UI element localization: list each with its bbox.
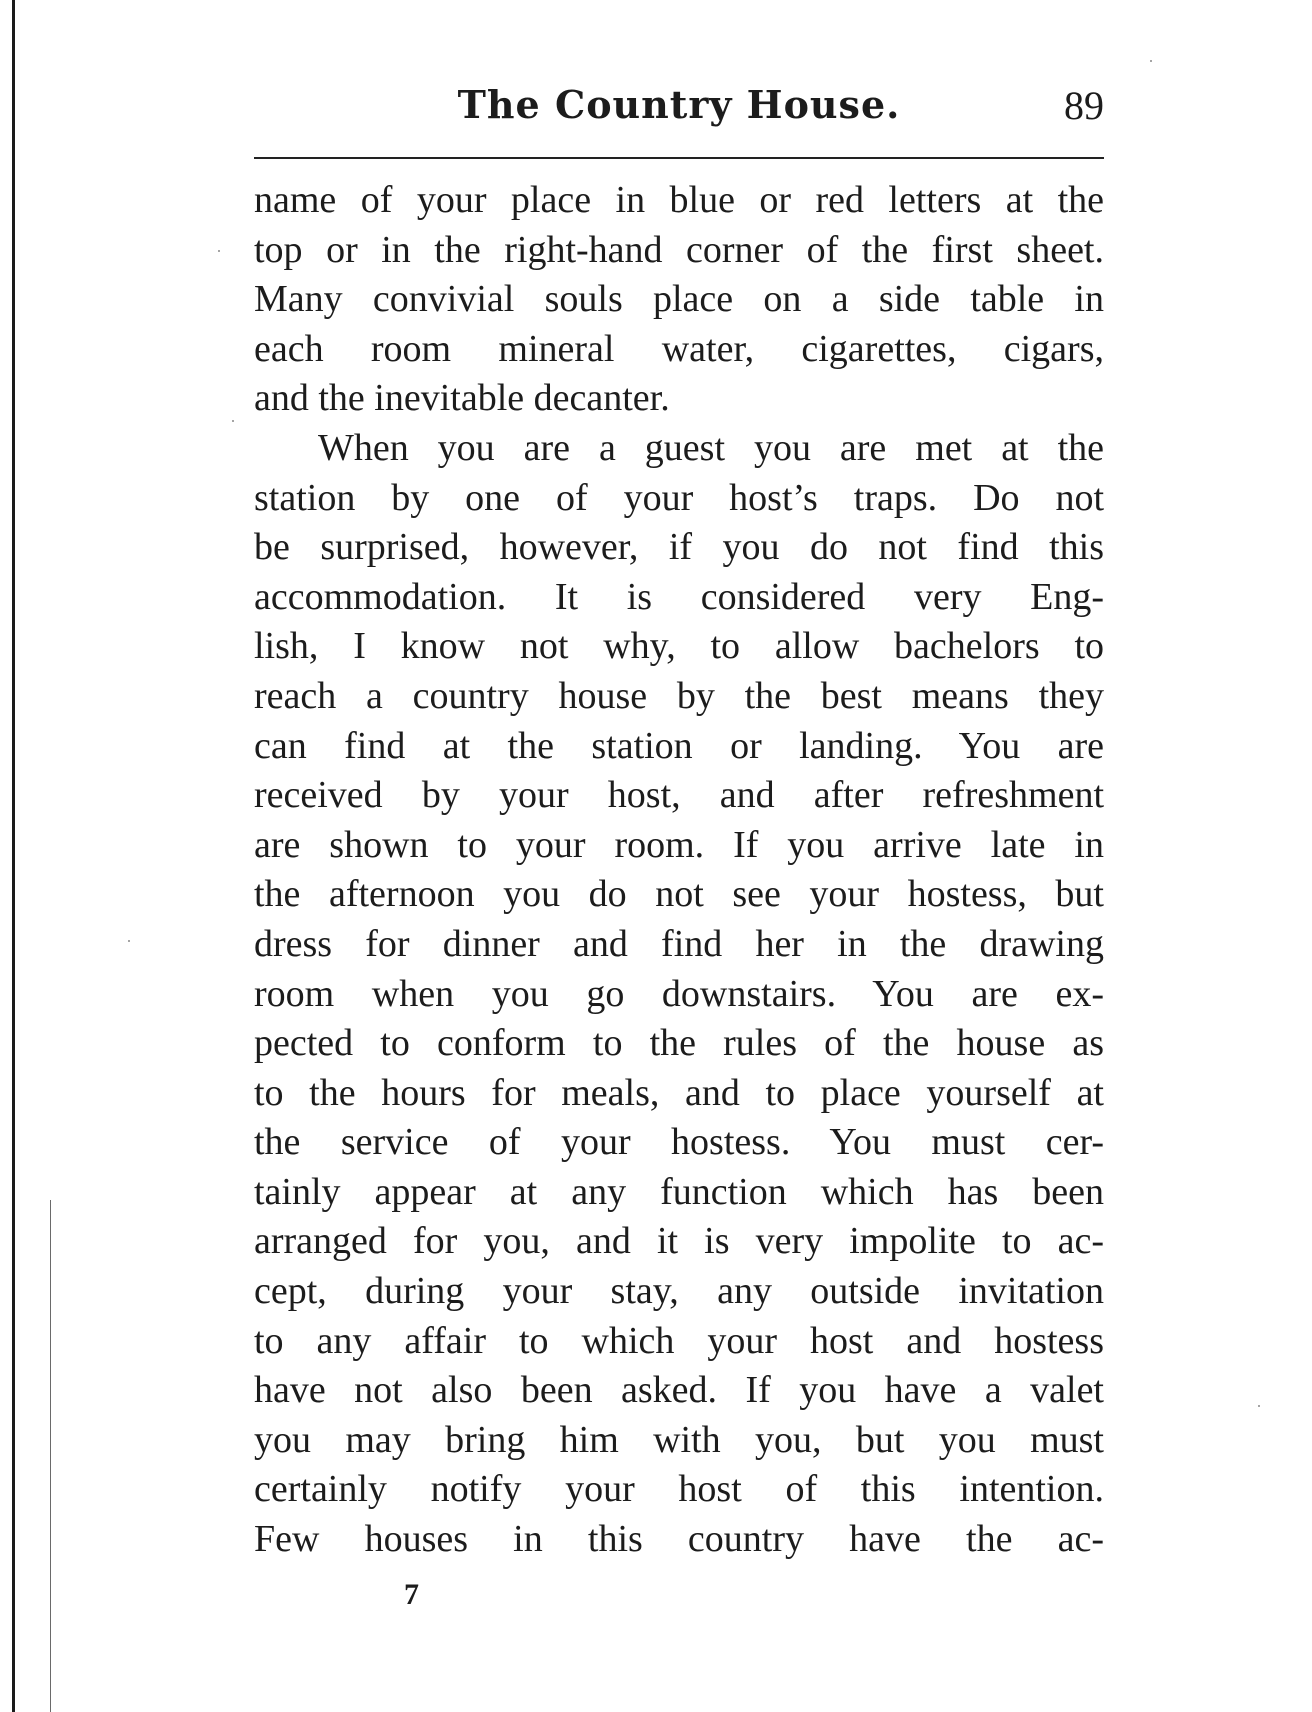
text-line: be surprised, however, if you do not find this xyxy=(254,526,1104,569)
scan-speck xyxy=(1150,60,1152,62)
text-line: dress for dinner and find her in the drawing xyxy=(254,922,1104,965)
text-line: tainly appear at any function which has been xyxy=(254,1170,1104,1213)
text-line: are shown to your room. If you arrive late in xyxy=(254,823,1104,866)
page-number: 89 xyxy=(1064,83,1104,128)
page-edge-line xyxy=(12,0,15,1712)
text-line: to the hours for meals, and to place yourself at xyxy=(254,1071,1104,1114)
text-line: pected to conform to the rules of the house as xyxy=(254,1022,1104,1065)
text-line: station by one of your host’s traps. Do not xyxy=(254,476,1104,519)
text-line: can find at the station or landing. You are xyxy=(254,724,1104,767)
text-line: top or in the right-hand corner of the first sheet. xyxy=(254,228,1104,271)
text-line: reach a country house by the best means they xyxy=(254,674,1104,717)
text-line: each room mineral water, cigarettes, cigars, xyxy=(254,327,1104,370)
scan-speck xyxy=(128,940,130,942)
text-line: and the inevitable decanter. xyxy=(254,377,670,420)
text-line: received by your host, and after refreshment xyxy=(254,774,1104,817)
text-line: certainly notify your host of this intention. xyxy=(254,1468,1104,1511)
page-edge-line xyxy=(50,1200,51,1712)
running-header xyxy=(254,78,1104,138)
running-title: The Country House. xyxy=(457,82,901,127)
signature-mark: 7 xyxy=(404,1578,419,1611)
text-line: When you are a guest you are met at the xyxy=(318,426,1104,469)
text-line: to any affair to which your host and hostess xyxy=(254,1319,1104,1362)
text-line: Few houses in this country have the ac- xyxy=(254,1518,1104,1561)
text-line: the service of your hostess. You must cer- xyxy=(254,1121,1104,1164)
text-line: you may bring him with you, but you must xyxy=(254,1418,1104,1461)
header-rule xyxy=(254,157,1104,159)
text-line: the afternoon you do not see your hostess, but xyxy=(254,873,1104,916)
scan-speck xyxy=(218,250,220,252)
text-line: Many convivial souls place on a side table in xyxy=(254,278,1104,321)
text-line: have not also been asked. If you have a valet xyxy=(254,1369,1104,1412)
text-line: room when you go downstairs. You are ex- xyxy=(254,972,1104,1015)
body-text xyxy=(254,176,1104,1565)
text-line: accommodation. It is considered very Eng- xyxy=(254,575,1104,618)
scan-speck xyxy=(1258,1405,1260,1407)
scan-speck xyxy=(232,420,234,422)
text-line: cept, during your stay, any outside invitation xyxy=(254,1270,1104,1313)
text-line: name of your place in blue or red letters at the xyxy=(254,179,1104,221)
text-line: arranged for you, and it is very impolite to ac- xyxy=(254,1220,1104,1263)
text-line: lish, I know not why, to allow bachelors to xyxy=(254,625,1104,668)
